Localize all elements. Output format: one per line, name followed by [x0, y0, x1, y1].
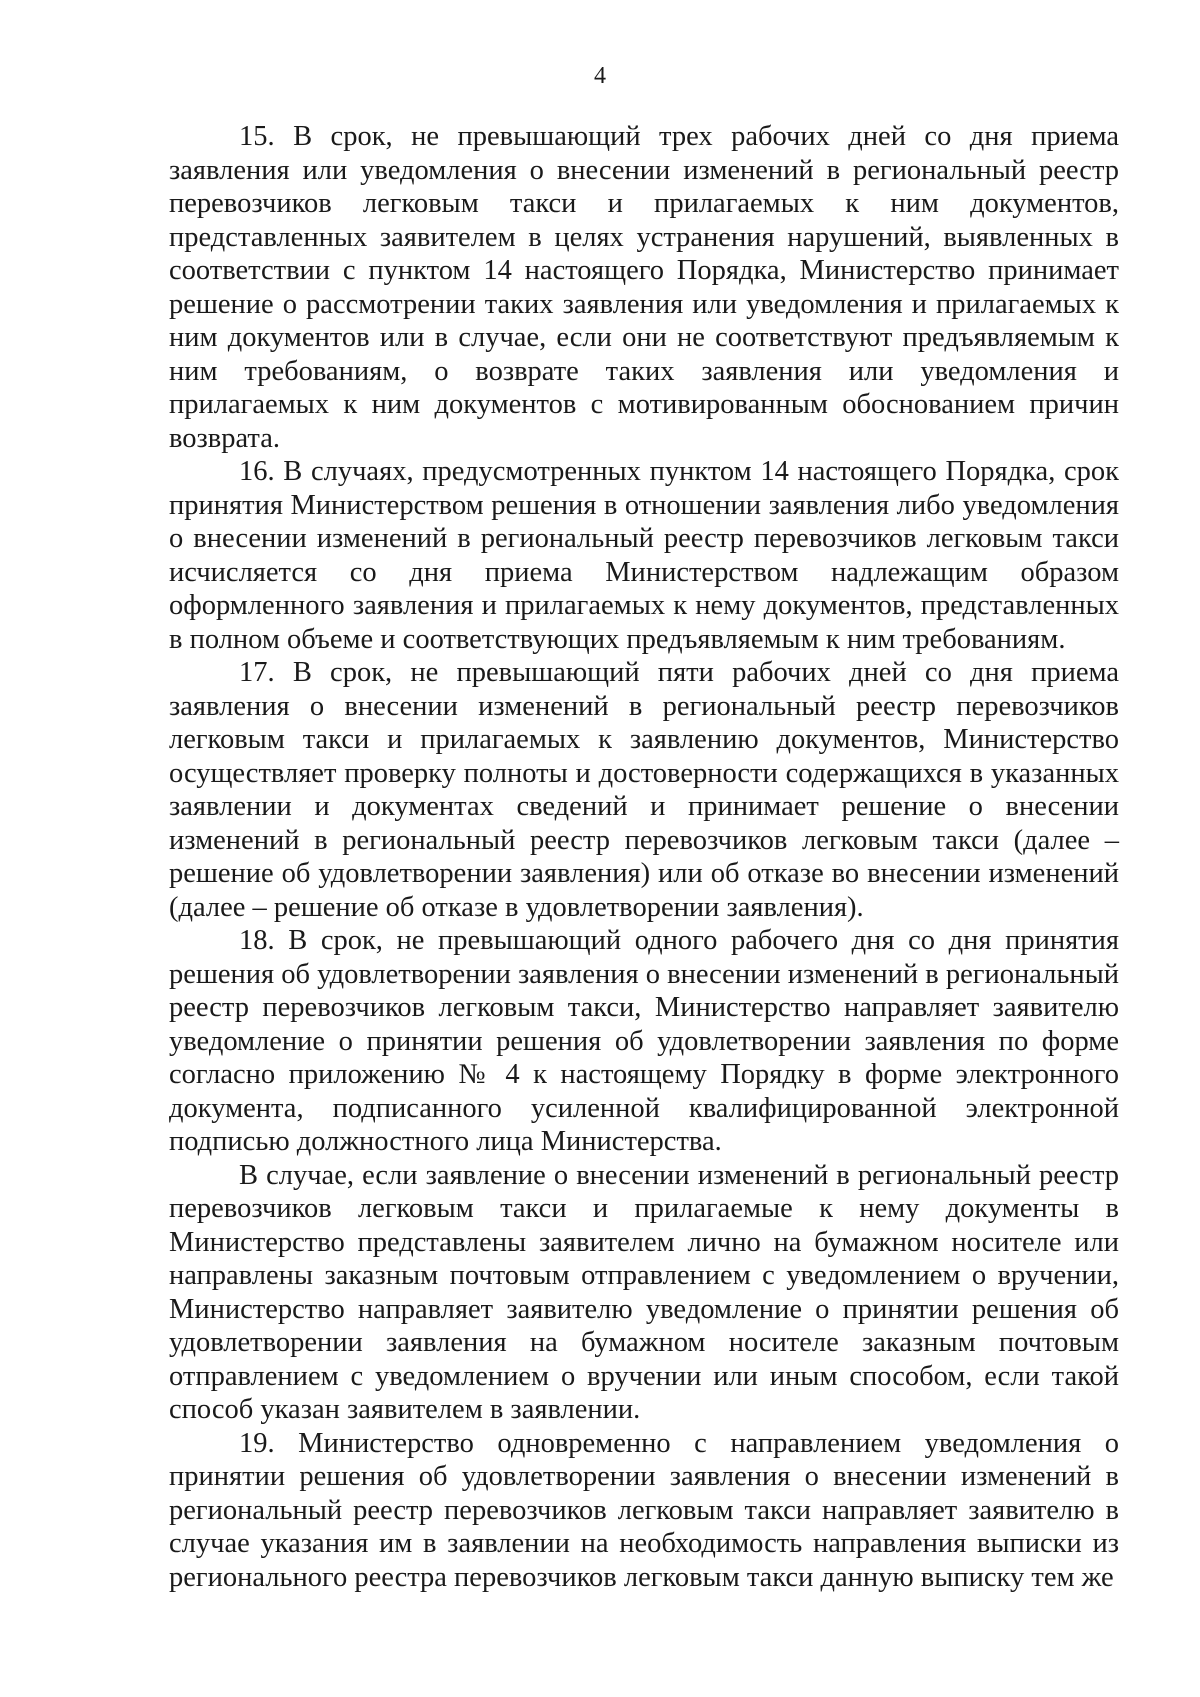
paragraph-18-continuation: В случае, если заявление о внесении изменений в региональный реестр перевозчиков легковым такси и прилагаемые к нему документы в Министерство представлены заявителем лично на бумажном носителе или направлены заказным почтовым отправлением с уведомлением о вручении, Министерство направляет заявителю уведомление о принятии решения об удовлетворении заявления на бумажном носителе заказным почтовым отправлением с уведомлением о вручении или иным способом, если такой способ указан заявителем в заявлении.	[169, 1159, 1119, 1425]
document-body	[169, 120, 1119, 1594]
page-number: 4	[594, 63, 606, 89]
paragraph-19: 19. Министерство одновременно с направлением уведомления о принятии решения об удовлетворении заявления о внесении изменений в региональный реестр перевозчиков легковым такси направляет заявителю в случае указания им в заявлении на необходимость направления выписки из регионального реестра перевозчиков легковым такси данную выписку тем же	[169, 1427, 1119, 1593]
paragraph-18: 18. В срок, не превышающий одного рабочего дня со дня принятия решения об удовлетворении заявления о внесении изменений в региональный реестр перевозчиков легковым такси, Министерство направляет заявителю уведомление о принятии решения об удовлетворении заявления по форме согласно приложению № 4 к настоящему Порядку в форме электронного документа, подписанного усиленной квалифицированной электронной подписью должностного лица Министерства.	[169, 925, 1119, 1157]
paragraph-17: 17. В срок, не превышающий пяти рабочих дней со дня приема заявления о внесении изменений в региональный реестр перевозчиков легковым такси и прилагаемых к заявлению документов, Министерство осуществляет проверку полноты и достоверности содержащихся в указанных заявлении и документах сведений и принимает решение о внесении изменений в региональный реестр перевозчиков легковым такси (далее – решение об удовлетворении заявления) или об отказе во внесении изменений (далее – решение об отказе в удовлетворении заявления).	[169, 657, 1119, 923]
paragraph-15: 15. В срок, не превышающий трех рабочих дней со дня приема заявления или уведомления о внесении изменений в региональный реестр перевозчиков легковым такси и прилагаемых к ним документов, представленных заявителем в целях устранения нарушений, выявленных в соответствии с пунктом 14 настоящего Порядка, Министерство принимает решение о рассмотрении таких заявления или уведомления и прилагаемых к ним документов или в случае, если они не соответствуют предъявляемым к ним требованиям, о возврате таких заявления или уведомления и прилагаемых к ним документов с мотивированным обоснованием причин возврата.	[169, 121, 1119, 454]
paragraph-16: 16. В случаях, предусмотренных пунктом 14 настоящего Порядка, срок принятия Министерством решения в отношении заявления либо уведомления о внесении изменений в региональный реестр перевозчиков легковым такси исчисляется со дня приема Министерством надлежащим образом оформленного заявления и прилагаемых к нему документов, представленных в полном объеме и соответствующих предъявляемым к ним требованиям.	[169, 456, 1119, 655]
